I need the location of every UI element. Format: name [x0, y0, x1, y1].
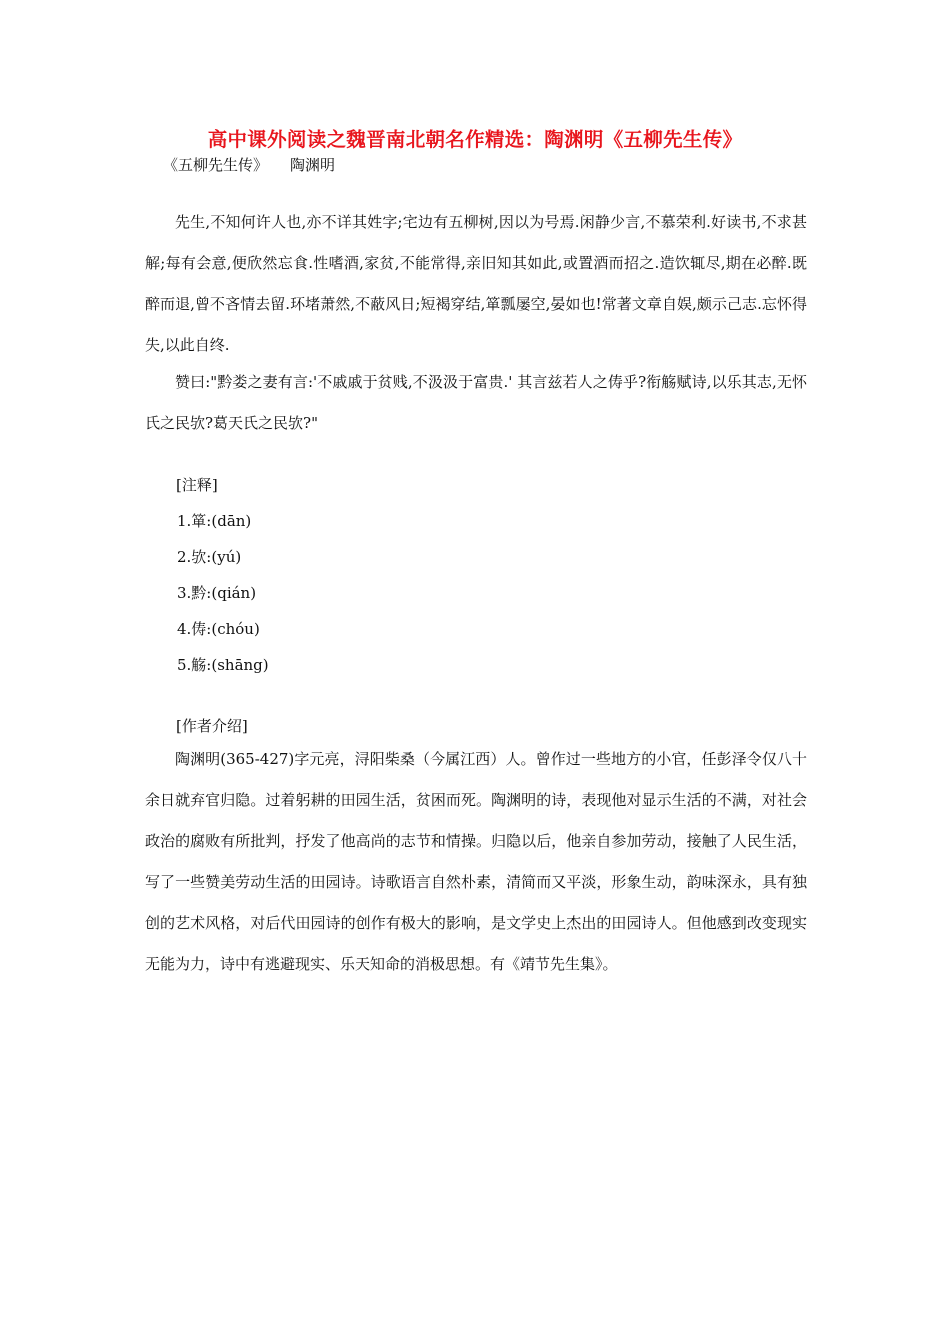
work-author: 陶渊明 — [290, 156, 336, 174]
notes-heading: [注释] — [176, 476, 218, 494]
note-item: 3.黔:(qián) — [177, 584, 257, 602]
note-item: 5.觞:(shāng) — [177, 656, 269, 674]
main-text-paragraph: 先生,不知何许人也,亦不详其姓字;宅边有五柳树,因以为号焉.闲静少言,不慕荣利.好读书,不求甚解;每有会意,便欣然忘食.性嗜酒,家贫,不能常得,亲旧知其如此,或置酒而招之.造饮辄尽,期在必醉.既醉而退,曾不吝情去留.环堵萧然,不蔽风日;短褐穿结,箪瓢屡空,晏如也!常著文章自娱,颇示己志.忘怀得失,以此自终. — [145, 213, 807, 354]
work-subtitle — [163, 154, 335, 175]
note-item: 4.俦:(chóu) — [177, 620, 260, 638]
eulogy-paragraph: 赞曰:"黔娄之妻有言:'不戚戚于贫贱,不汲汲于富贵.' 其言兹若人之俦乎?衔觞赋诗,以乐其志,无怀氏之民欤?葛天氏之民欤?" — [145, 373, 807, 432]
work-name: 《五柳先生传》 — [163, 156, 269, 174]
note-item: 1.箪:(dān) — [177, 512, 252, 530]
note-item: 2.欤:(yú) — [177, 548, 242, 566]
author-intro-heading: [作者介绍] — [176, 717, 248, 735]
document-title: 高中课外阅读之魏晋南北朝名作精选：陶渊明《五柳先生传》 — [207, 128, 743, 151]
author-intro-paragraph: 陶渊明(365-427)字元亮，浔阳柴桑（今属江西）人。曾作过一些地方的小官，任彭泽令仅八十余日就弃官归隐。过着躬耕的田园生活，贫困而死。陶渊明的诗，表现他对显示生活的不满，对社会政治的腐败有所批判，抒发了他高尚的志节和情操。归隐以后，他亲自参加劳动，接触了人民生活，写了一些赞美劳动生活的田园诗。诗歌语言自然朴素，清简而又平淡，形象生动，韵味深永，具有独创的艺术风格，对后代田园诗的创作有极大的影响，是文学史上杰出的田园诗人。但他感到改变现实无能为力，诗中有逃避现实、乐天知命的消极思想。有《靖节先生集》。 — [145, 750, 807, 973]
